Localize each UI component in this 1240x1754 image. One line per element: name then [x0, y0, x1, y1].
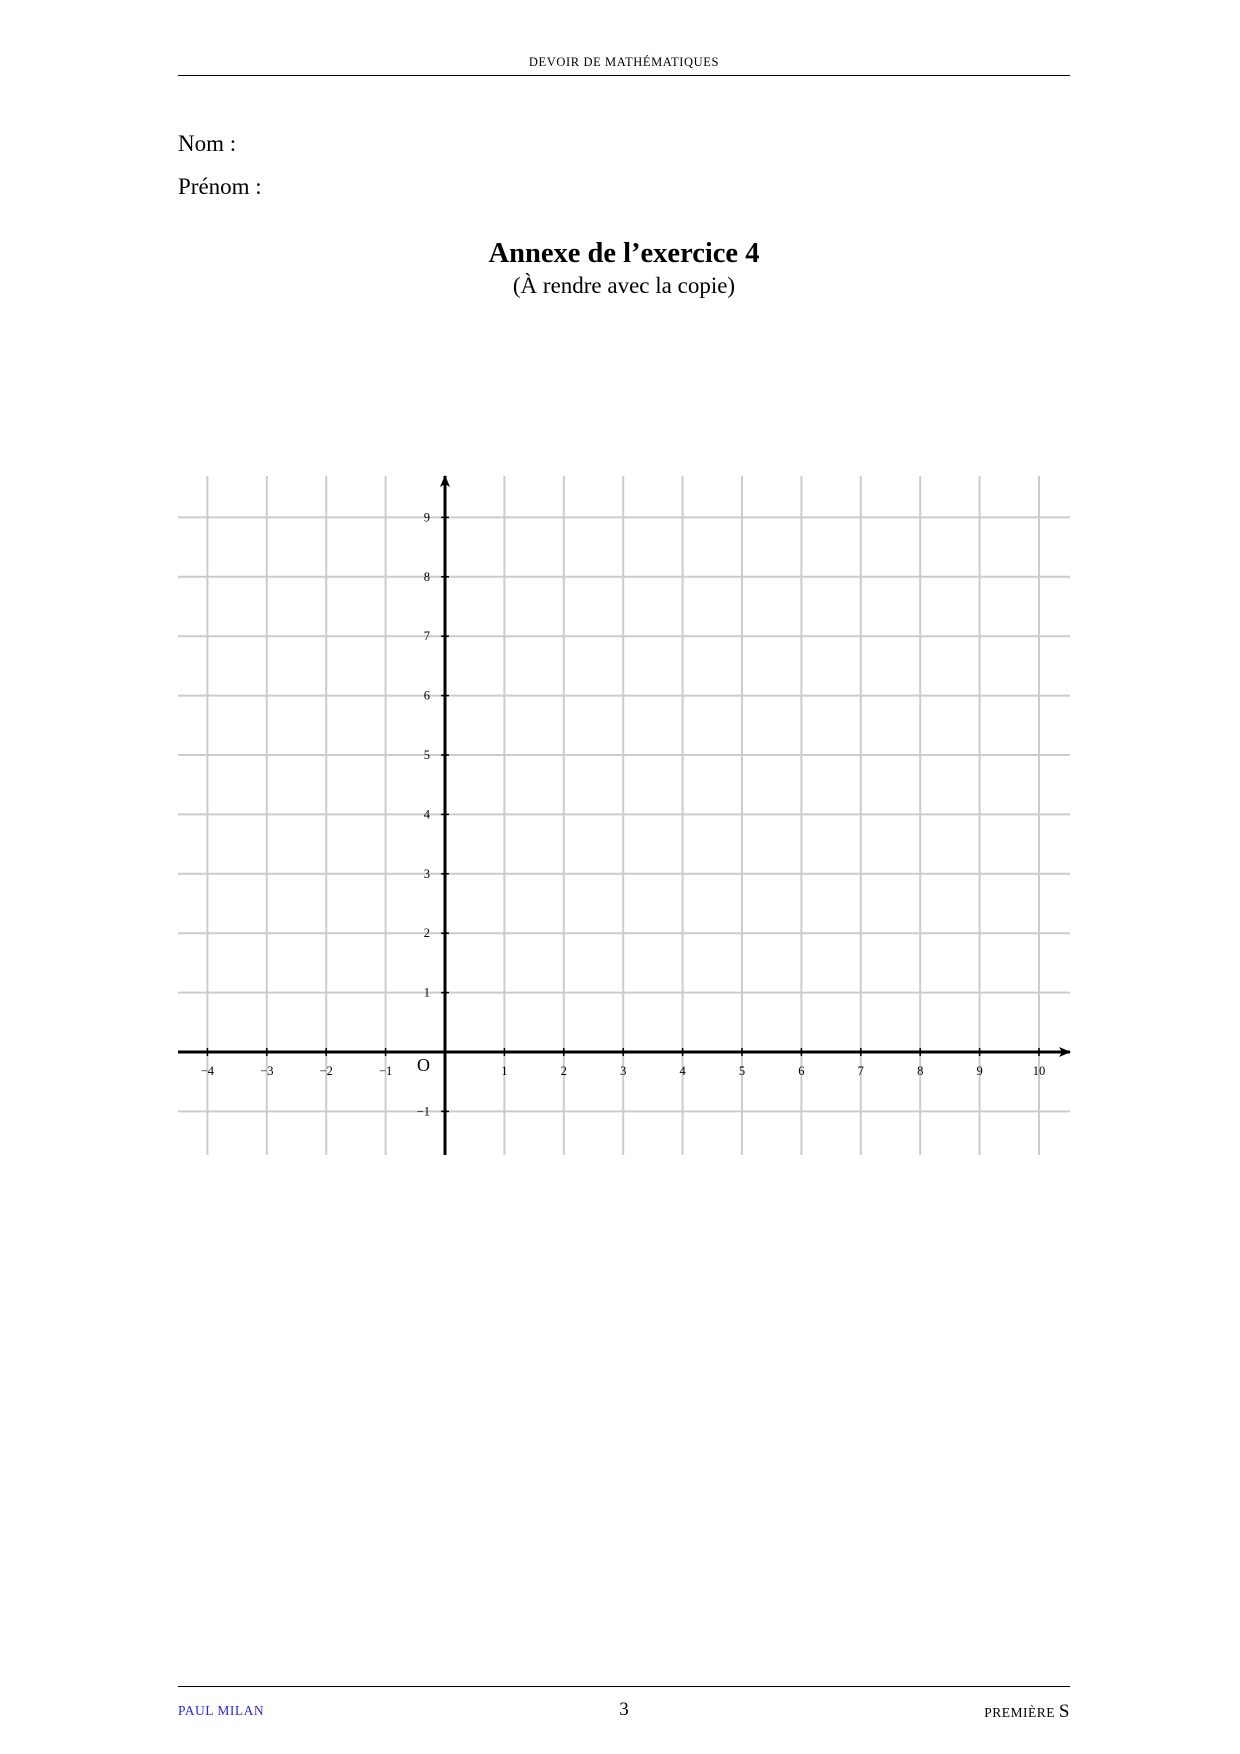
footer-class-prefix: PREMIÈRE [984, 1705, 1056, 1720]
annex-subtitle: (À rendre avec la copie) [512, 273, 736, 298]
x-tick-label: 3 [620, 1064, 627, 1078]
y-tick-label: 2 [423, 926, 430, 941]
y-tick-label: 6 [423, 688, 430, 703]
y-tick-label: 9 [423, 510, 430, 525]
x-tick-label: 5 [738, 1064, 746, 1078]
x-tick-label: −2 [319, 1064, 333, 1078]
nom-label: Nom : [178, 131, 237, 156]
annex-title: Annexe de l’exercice 4 [488, 238, 760, 269]
footer-class-suffix: S [1058, 1701, 1070, 1722]
x-tick-label: −4 [200, 1064, 215, 1078]
y-tick-label: 7 [423, 629, 430, 644]
x-tick-label: 4 [679, 1064, 686, 1078]
y-tick-label: 3 [423, 866, 430, 881]
y-tick-label: 5 [423, 748, 430, 762]
y-tick-label: 1 [423, 985, 430, 1000]
origin-label: O [417, 1055, 430, 1075]
y-tick-label: 4 [423, 807, 430, 822]
footer-rule [178, 1686, 1070, 1687]
x-tick-label: −3 [260, 1064, 274, 1078]
x-tick-label: 9 [976, 1064, 983, 1078]
x-tick-label: 10 [1032, 1064, 1046, 1078]
y-tick-label: 8 [423, 569, 430, 584]
footer-page-number: 3 [619, 1699, 629, 1720]
x-tick-label: −1 [378, 1064, 393, 1078]
x-tick-label: 1 [501, 1064, 508, 1078]
x-tick-label: 7 [857, 1064, 864, 1078]
footer-author: PAUL MILAN [178, 1703, 265, 1718]
prenom-label: Prénom : [178, 174, 262, 199]
page-header-title: DEVOIR DE MATHÉMATIQUES [528, 55, 720, 69]
y-tick-label: −1 [416, 1104, 430, 1119]
footer-class [984, 1701, 1070, 1723]
x-tick-label: 8 [917, 1064, 924, 1078]
x-tick-label: 6 [798, 1064, 805, 1078]
x-tick-label: 2 [560, 1064, 567, 1078]
